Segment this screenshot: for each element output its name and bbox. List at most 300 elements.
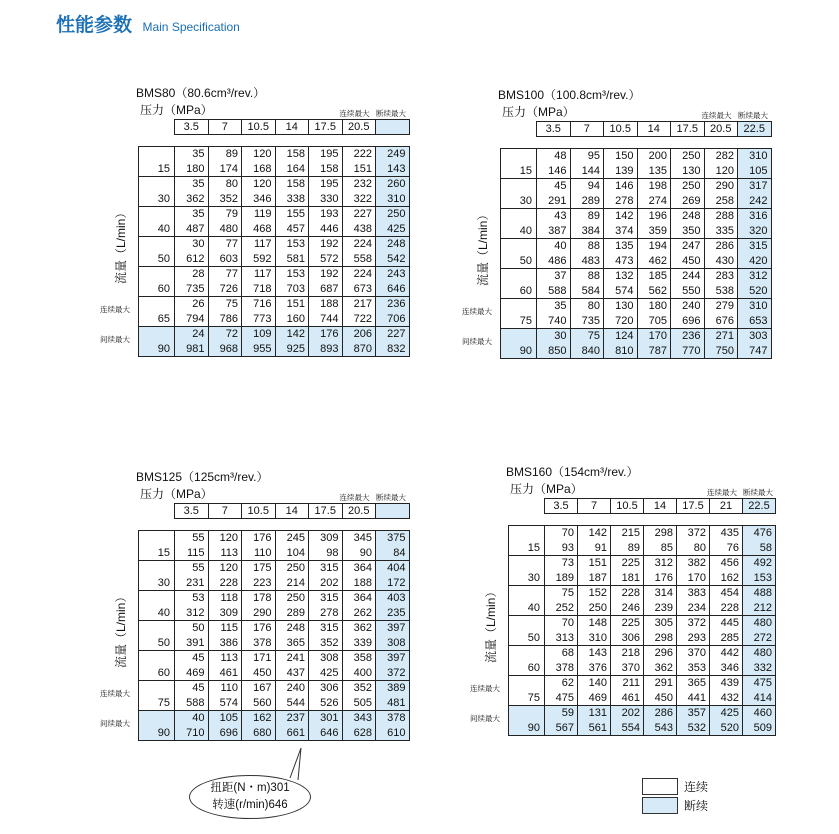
torque-cell: 480: [743, 616, 776, 631]
speed-cell: 180: [175, 162, 209, 177]
torque-cell: 150: [604, 149, 638, 164]
speed-cell: 352: [208, 192, 242, 207]
flow-cell: 90: [509, 706, 545, 736]
speed-cell: 526: [309, 696, 343, 711]
torque-cell: 35: [175, 207, 209, 222]
speed-cell: 414: [743, 691, 776, 706]
speed-cell: 584: [570, 284, 604, 299]
flow-cell: 90: [139, 327, 175, 357]
speed-cell: 228: [710, 601, 743, 616]
torque-cell: 442: [710, 646, 743, 661]
torque-cell: 185: [637, 269, 671, 284]
speed-cell: 612: [175, 252, 209, 267]
speed-cell: 139: [604, 164, 638, 179]
row-tag-inter-max: 间续最大: [100, 335, 130, 344]
speed-cell: 90: [342, 546, 376, 561]
torque-cell: 43: [537, 209, 571, 224]
pressure-cell: 17.5: [309, 504, 343, 519]
torque-cell: 135: [604, 239, 638, 254]
speed-cell: 610: [376, 726, 410, 741]
torque-cell: 236: [671, 329, 705, 344]
torque-row: [501, 329, 772, 344]
speed-row: [139, 576, 410, 591]
torque-cell: 198: [637, 179, 671, 194]
flow-cell: 30: [501, 179, 537, 209]
inter-max-header: 断续最大: [743, 488, 773, 497]
cont-max-header: 连续最大: [707, 488, 737, 497]
legend-continuous-label: 连续: [684, 780, 709, 794]
pressure-cell: 7: [208, 504, 242, 519]
flow-cell: 40: [509, 586, 545, 616]
speed-cell: 646: [376, 282, 410, 297]
speed-cell: 387: [537, 224, 571, 239]
speed-cell: 473: [604, 254, 638, 269]
torque-cell: 155: [275, 207, 309, 222]
speed-cell: 262: [342, 606, 376, 621]
pressure-cell: 7: [570, 122, 604, 137]
pressure-label: 压力（MPa）: [502, 105, 575, 119]
speed-row: [501, 344, 772, 359]
speed-cell: 285: [710, 631, 743, 646]
torque-cell: 117: [242, 237, 276, 252]
torque-cell: 206: [342, 327, 376, 342]
pressure-cell: 22.5: [738, 122, 772, 137]
speed-cell: 306: [611, 631, 644, 646]
pressure-label: 压力（MPa）: [510, 482, 583, 496]
row-tag-cont-max: 连续最大: [470, 684, 500, 693]
speed-cell: 76: [710, 541, 743, 556]
torque-cell: 194: [637, 239, 671, 254]
row-tag-cont-max: 连续最大: [100, 689, 130, 698]
speed-cell: 346: [710, 661, 743, 676]
pressure-cell: 3.5: [545, 499, 578, 514]
torque-cell: 196: [637, 209, 671, 224]
torque-row: [139, 561, 410, 576]
speed-cell: 362: [644, 661, 677, 676]
torque-row: [509, 526, 776, 541]
torque-cell: 250: [275, 591, 309, 606]
speed-cell: 346: [242, 192, 276, 207]
speed-cell: 376: [578, 661, 611, 676]
model-title: BMS125（125cm³/rev.）: [136, 470, 269, 484]
flow-cell: 50: [509, 616, 545, 646]
torque-cell: 53: [175, 591, 209, 606]
speed-cell: 432: [710, 691, 743, 706]
speed-cell: 189: [545, 571, 578, 586]
torque-cell: 180: [637, 299, 671, 314]
torque-cell: 26: [175, 297, 209, 312]
speed-cell: 110: [242, 546, 276, 561]
torque-cell: 120: [208, 531, 242, 546]
speed-cell: 164: [275, 162, 309, 177]
speed-row: [139, 342, 410, 357]
speed-row: [139, 282, 410, 297]
speed-cell: 172: [376, 576, 410, 591]
speed-cell: 481: [376, 696, 410, 711]
torque-cell: 192: [309, 237, 343, 252]
speed-cell: 374: [604, 224, 638, 239]
torque-cell: 200: [637, 149, 671, 164]
torque-cell: 45: [175, 651, 209, 666]
torque-cell: 119: [242, 207, 276, 222]
legend-intermittent-swatch: [642, 797, 678, 814]
torque-cell: 146: [604, 179, 638, 194]
torque-cell: 162: [242, 711, 276, 726]
flow-cell: 60: [139, 267, 175, 297]
speed-cell: 646: [309, 726, 343, 741]
speed-cell: 174: [208, 162, 242, 177]
torque-row: [139, 591, 410, 606]
torque-cell: 248: [671, 209, 705, 224]
torque-cell: 288: [704, 209, 738, 224]
torque-cell: 303: [738, 329, 772, 344]
torque-cell: 75: [545, 586, 578, 601]
speed-cell: 544: [275, 696, 309, 711]
speed-cell: 561: [578, 721, 611, 736]
torque-cell: 298: [644, 526, 677, 541]
torque-cell: 716: [242, 297, 276, 312]
speed-cell: 735: [570, 314, 604, 329]
flow-cell: 15: [509, 526, 545, 556]
torque-cell: 77: [208, 237, 242, 252]
speed-cell: 468: [242, 222, 276, 237]
cont-max-header: 连续最大: [339, 493, 370, 502]
speed-row: [139, 606, 410, 621]
torque-row: [139, 267, 410, 282]
pressure-cell: 20.5: [342, 504, 376, 519]
torque-cell: 247: [671, 239, 705, 254]
torque-cell: 365: [677, 676, 710, 691]
pressure-cell: 14: [637, 122, 671, 137]
speed-cell: 170: [677, 571, 710, 586]
speed-cell: 335: [704, 224, 738, 239]
torque-cell: 439: [710, 676, 743, 691]
torque-row: [501, 269, 772, 284]
speed-cell: 840: [570, 344, 604, 359]
torque-cell: 120: [242, 177, 276, 192]
torque-cell: 228: [611, 586, 644, 601]
spec-grid: [500, 148, 772, 359]
speed-cell: 661: [275, 726, 309, 741]
speed-cell: 955: [242, 342, 276, 357]
speed-cell: 574: [208, 696, 242, 711]
torque-cell: 250: [376, 207, 410, 222]
speed-cell: 968: [208, 342, 242, 357]
torque-cell: 375: [376, 531, 410, 546]
speed-cell: 703: [275, 282, 309, 297]
inter-max-header: 断续最大: [376, 493, 406, 502]
speed-cell: 603: [208, 252, 242, 267]
torque-row: [139, 177, 410, 192]
speed-cell: 239: [644, 601, 677, 616]
torque-cell: 30: [537, 329, 571, 344]
speed-cell: 290: [242, 606, 276, 621]
speed-cell: 91: [578, 541, 611, 556]
speed-cell: 58: [743, 541, 776, 556]
torque-cell: 480: [743, 646, 776, 661]
torque-cell: 72: [208, 327, 242, 342]
torque-cell: 362: [342, 621, 376, 636]
speed-cell: 750: [704, 344, 738, 359]
row-tag-inter-max: 间续最大: [100, 719, 130, 728]
torque-cell: 105: [208, 711, 242, 726]
speed-cell: 104: [275, 546, 309, 561]
speed-cell: 298: [644, 631, 677, 646]
speed-cell: 352: [309, 636, 343, 651]
torque-cell: 250: [671, 179, 705, 194]
speed-row: [139, 696, 410, 711]
torque-cell: 317: [738, 179, 772, 194]
speed-cell: 370: [611, 661, 644, 676]
torque-cell: 142: [578, 526, 611, 541]
speed-cell: 483: [570, 254, 604, 269]
speed-cell: 562: [637, 284, 671, 299]
speed-cell: 653: [738, 314, 772, 329]
speed-cell: 234: [677, 601, 710, 616]
torque-cell: 118: [208, 591, 242, 606]
speed-cell: 98: [309, 546, 343, 561]
speed-cell: 80: [677, 541, 710, 556]
speed-row: [501, 224, 772, 239]
speed-cell: 289: [275, 606, 309, 621]
speed-cell: 450: [644, 691, 677, 706]
speed-cell: 143: [376, 162, 410, 177]
torque-cell: 62: [545, 676, 578, 691]
pressure-header-row: [544, 498, 776, 514]
speed-cell: 475: [545, 691, 578, 706]
speed-row: [139, 726, 410, 741]
flow-axis-label: 流量（L/min）: [476, 208, 490, 286]
torque-cell: 35: [175, 177, 209, 192]
torque-cell: 291: [644, 676, 677, 691]
speed-cell: 720: [604, 314, 638, 329]
pressure-cell: 10.5: [604, 122, 638, 137]
torque-cell: 77: [208, 267, 242, 282]
torque-cell: 68: [545, 646, 578, 661]
speed-cell: 188: [342, 576, 376, 591]
speed-cell: 572: [309, 252, 343, 267]
torque-cell: 310: [738, 149, 772, 164]
flow-cell: 50: [501, 239, 537, 269]
flow-cell: 40: [139, 591, 175, 621]
flow-cell: 30: [139, 177, 175, 207]
speed-cell: 574: [604, 284, 638, 299]
speed-cell: 135: [637, 164, 671, 179]
torque-cell: 176: [242, 621, 276, 636]
flow-cell: 50: [139, 621, 175, 651]
speed-cell: 542: [376, 252, 410, 267]
torque-cell: 195: [309, 177, 343, 192]
pressure-cell: 14: [275, 504, 309, 519]
speed-cell: 313: [545, 631, 578, 646]
speed-cell: 628: [342, 726, 376, 741]
speed-row: [509, 601, 776, 616]
row-tag-inter-max: 间续最大: [470, 714, 500, 723]
model-title: BMS80（80.6cm³/rev.）: [136, 86, 266, 100]
torque-cell: 158: [275, 177, 309, 192]
speed-cell: 160: [275, 312, 309, 327]
speed-cell: 228: [208, 576, 242, 591]
speed-cell: 588: [175, 696, 209, 711]
speed-cell: 430: [704, 254, 738, 269]
torque-cell: 475: [743, 676, 776, 691]
speed-cell: 168: [242, 162, 276, 177]
speed-row: [139, 252, 410, 267]
torque-cell: 192: [309, 267, 343, 282]
pressure-header-row: [174, 119, 410, 135]
speed-cell: 386: [208, 636, 242, 651]
torque-cell: 89: [570, 209, 604, 224]
speed-cell: 441: [677, 691, 710, 706]
torque-cell: 152: [578, 586, 611, 601]
speed-cell: 588: [537, 284, 571, 299]
speed-cell: 312: [175, 606, 209, 621]
torque-cell: 357: [677, 706, 710, 721]
speed-cell: 269: [671, 194, 705, 209]
speed-cell: 278: [604, 194, 638, 209]
torque-row: [139, 147, 410, 162]
torque-row: [501, 299, 772, 314]
speed-cell: 735: [175, 282, 209, 297]
pressure-cell: 22.5: [743, 499, 776, 514]
torque-cell: 89: [208, 147, 242, 162]
torque-cell: 120: [242, 147, 276, 162]
torque-cell: 75: [570, 329, 604, 344]
torque-cell: 132: [604, 269, 638, 284]
torque-cell: 227: [342, 207, 376, 222]
pressure-label: 压力（MPa）: [140, 487, 213, 501]
torque-cell: 378: [376, 711, 410, 726]
torque-cell: 40: [537, 239, 571, 254]
torque-cell: 124: [604, 329, 638, 344]
cont-max-header: 连续最大: [701, 111, 732, 120]
speed-row: [501, 164, 772, 179]
torque-cell: 140: [578, 676, 611, 691]
speed-cell: 181: [611, 571, 644, 586]
speed-cell: 461: [208, 666, 242, 681]
torque-cell: 312: [644, 556, 677, 571]
pressure-cell: 17.5: [309, 120, 343, 135]
cont-max-header: 连续最大: [339, 109, 370, 118]
torque-cell: 88: [570, 239, 604, 254]
torque-cell: 35: [537, 299, 571, 314]
speed-cell: 786: [208, 312, 242, 327]
speed-cell: 687: [309, 282, 343, 297]
torque-cell: 178: [242, 591, 276, 606]
pressure-cell: 21: [710, 499, 743, 514]
torque-cell: 305: [644, 616, 677, 631]
speed-row: [501, 284, 772, 299]
speed-cell: 450: [242, 666, 276, 681]
torque-cell: 142: [275, 327, 309, 342]
torque-cell: 250: [671, 149, 705, 164]
torque-row: [139, 327, 410, 342]
speed-cell: 420: [738, 254, 772, 269]
flow-cell: 60: [509, 646, 545, 676]
speed-row: [139, 162, 410, 177]
speed-cell: 794: [175, 312, 209, 327]
speed-cell: 250: [578, 601, 611, 616]
speed-cell: 353: [677, 661, 710, 676]
flow-cell: 50: [139, 237, 175, 267]
speed-cell: 338: [275, 192, 309, 207]
torque-cell: 314: [644, 586, 677, 601]
speed-cell: 446: [309, 222, 343, 237]
speed-cell: 870: [342, 342, 376, 357]
torque-cell: 55: [175, 531, 209, 546]
speed-cell: 722: [342, 312, 376, 327]
speed-cell: 554: [611, 721, 644, 736]
flow-cell: 90: [501, 329, 537, 359]
torque-cell: 301: [309, 711, 343, 726]
speed-cell: 113: [208, 546, 242, 561]
torque-cell: 271: [704, 329, 738, 344]
torque-cell: 75: [208, 297, 242, 312]
pressure-cell: 10.5: [611, 499, 644, 514]
torque-row: [139, 651, 410, 666]
torque-cell: 193: [309, 207, 343, 222]
torque-cell: 55: [175, 561, 209, 576]
speed-cell: 310: [578, 631, 611, 646]
torque-cell: 94: [570, 179, 604, 194]
flow-cell: 65: [139, 297, 175, 327]
speed-cell: 293: [677, 631, 710, 646]
speed-cell: 85: [644, 541, 677, 556]
speed-cell: 437: [275, 666, 309, 681]
pressure-cell: 10.5: [242, 120, 276, 135]
torque-cell: 24: [175, 327, 209, 342]
speed-cell: 176: [644, 571, 677, 586]
speed-cell: 505: [342, 696, 376, 711]
torque-cell: 151: [578, 556, 611, 571]
torque-cell: 120: [208, 561, 242, 576]
torque-cell: 283: [704, 269, 738, 284]
flow-cell: 60: [501, 269, 537, 299]
torque-row: [139, 531, 410, 546]
speed-cell: 105: [738, 164, 772, 179]
speed-cell: 520: [710, 721, 743, 736]
torque-cell: 456: [710, 556, 743, 571]
page-title-zh: 性能参数: [56, 15, 133, 36]
torque-cell: 222: [342, 147, 376, 162]
speed-row: [139, 546, 410, 561]
torque-cell: 117: [242, 267, 276, 282]
speed-cell: 291: [537, 194, 571, 209]
torque-cell: 315: [738, 239, 772, 254]
pressure-header-row: [536, 121, 772, 137]
speed-cell: 425: [309, 666, 343, 681]
torque-cell: 389: [376, 681, 410, 696]
speed-cell: 89: [611, 541, 644, 556]
speed-cell: 391: [175, 636, 209, 651]
speed-cell: 520: [738, 284, 772, 299]
torque-cell: 315: [309, 561, 343, 576]
torque-cell: 218: [611, 646, 644, 661]
speed-cell: 274: [637, 194, 671, 209]
speed-cell: 162: [710, 571, 743, 586]
pressure-label: 压力（MPa）: [140, 103, 213, 117]
torque-cell: 153: [275, 267, 309, 282]
torque-cell: 167: [242, 681, 276, 696]
torque-cell: 45: [175, 681, 209, 696]
speed-cell: 278: [309, 606, 343, 621]
pressure-cell: [376, 120, 410, 135]
torque-cell: 143: [578, 646, 611, 661]
callout-speed: 转速(r/min)646: [212, 799, 288, 811]
speed-cell: 832: [376, 342, 410, 357]
torque-cell: 45: [537, 179, 571, 194]
torque-cell: 113: [208, 651, 242, 666]
